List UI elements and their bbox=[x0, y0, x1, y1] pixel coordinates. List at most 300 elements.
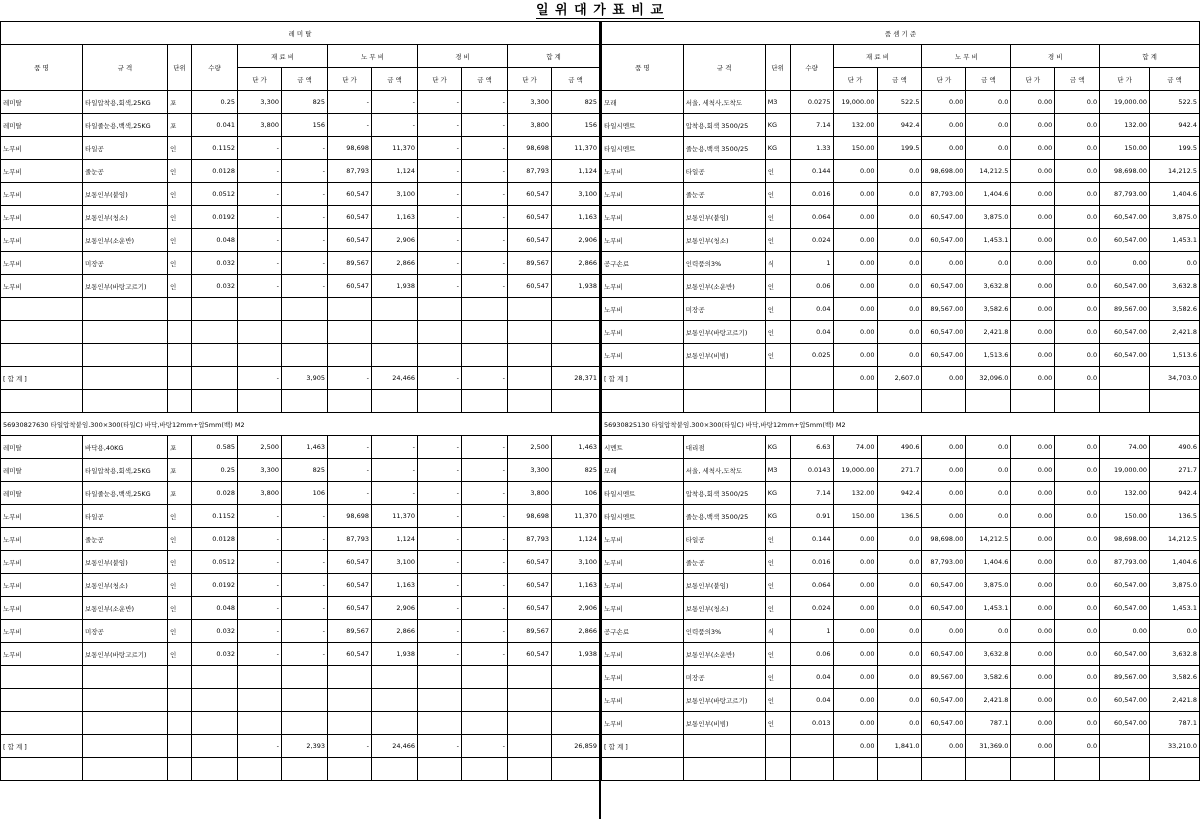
labor-amount-cell: 0.0 bbox=[966, 436, 1011, 459]
header-qty: 수량 bbox=[192, 45, 238, 91]
spec-cell: 줄눈용,백색 3500/25 bbox=[683, 137, 765, 160]
item-name-cell: 노무비 bbox=[1, 620, 83, 643]
expense-amount-cell: - bbox=[462, 229, 508, 252]
material-amount-cell: - bbox=[282, 275, 328, 298]
material-amount-cell: - bbox=[282, 505, 328, 528]
total-price-cell: 132.00 bbox=[1100, 482, 1150, 505]
labor-amount-cell: 0.0 bbox=[966, 91, 1011, 114]
spec-cell: 보통인부(청소) bbox=[83, 206, 168, 229]
labor-amount-cell: 31,369.0 bbox=[966, 735, 1011, 758]
labor-price-cell bbox=[328, 390, 372, 413]
labor-price-cell: 60,547 bbox=[328, 275, 372, 298]
total-amount-cell: 942.4 bbox=[1150, 482, 1200, 505]
right-comparison-table bbox=[601, 21, 1200, 781]
total-amount-cell: 1,453.1 bbox=[1150, 229, 1200, 252]
expense-price-cell bbox=[418, 344, 462, 367]
total-price-cell bbox=[508, 666, 552, 689]
material-amount-cell: 0.0 bbox=[877, 689, 922, 712]
total-row bbox=[1, 367, 600, 390]
total-price-cell: 150.00 bbox=[1100, 137, 1150, 160]
labor-amount-cell: 1,124 bbox=[372, 160, 418, 183]
labor-amount-cell: 2,421.8 bbox=[966, 321, 1011, 344]
labor-price-cell: 98,698.00 bbox=[922, 528, 966, 551]
total-amount-cell bbox=[552, 758, 600, 781]
expense-amount-cell: - bbox=[462, 528, 508, 551]
unit-cell: 인 bbox=[765, 321, 790, 344]
item-name-cell: 노무비 bbox=[602, 298, 684, 321]
material-price-cell: 0.00 bbox=[833, 344, 877, 367]
total-amount-cell bbox=[1150, 758, 1200, 781]
material-amount-cell: 522.5 bbox=[877, 91, 922, 114]
item-name-cell: 노무비 bbox=[1, 252, 83, 275]
total-amount-cell: 11,370 bbox=[552, 505, 600, 528]
expense-price-cell: - bbox=[418, 574, 462, 597]
quantity-cell: 0.0128 bbox=[192, 160, 238, 183]
item-name-cell: 노무비 bbox=[1, 551, 83, 574]
unit-cell: 인 bbox=[765, 528, 790, 551]
labor-amount-cell: 11,370 bbox=[372, 137, 418, 160]
labor-amount-cell bbox=[372, 666, 418, 689]
unit-cell: 인 bbox=[765, 643, 790, 666]
expense-price-cell: - bbox=[418, 528, 462, 551]
total-row bbox=[602, 367, 1200, 390]
expense-amount-cell bbox=[462, 712, 508, 735]
total-amount-cell: 0.0 bbox=[1150, 620, 1200, 643]
total-amount-cell: 0.0 bbox=[1150, 252, 1200, 275]
material-price-cell: 0.00 bbox=[833, 620, 877, 643]
expense-price-cell: 0.00 bbox=[1011, 252, 1055, 275]
header-expense: 경 비 bbox=[418, 45, 508, 68]
table-row bbox=[602, 344, 1200, 367]
expense-price-cell: 0.00 bbox=[1011, 482, 1055, 505]
material-price-cell bbox=[238, 712, 282, 735]
labor-price-cell: 60,547 bbox=[328, 597, 372, 620]
quantity-cell: 0.032 bbox=[192, 643, 238, 666]
spec-cell: 인력품의3% bbox=[683, 252, 765, 275]
expense-amount-cell: - bbox=[462, 735, 508, 758]
material-price-cell: 0.00 bbox=[833, 689, 877, 712]
material-amount-cell: 0.0 bbox=[877, 206, 922, 229]
labor-amount-cell: 0.0 bbox=[966, 114, 1011, 137]
labor-price-cell bbox=[922, 390, 966, 413]
total-amount-cell: 1,938 bbox=[552, 275, 600, 298]
expense-price-cell: - bbox=[418, 643, 462, 666]
labor-amount-cell: - bbox=[372, 91, 418, 114]
item-name-cell: 노무비 bbox=[602, 689, 684, 712]
spec-cell: 서울, 세척사,도착도 bbox=[683, 91, 765, 114]
item-name-cell: 노무비 bbox=[602, 551, 684, 574]
unit-cell: KG bbox=[765, 436, 790, 459]
total-price-cell: 60,547.00 bbox=[1100, 321, 1150, 344]
table-row bbox=[1, 482, 600, 505]
total-price-cell: 0.00 bbox=[1100, 252, 1150, 275]
material-price-cell: - bbox=[238, 620, 282, 643]
quantity-cell bbox=[192, 666, 238, 689]
material-amount-cell: 0.0 bbox=[877, 574, 922, 597]
spec-cell bbox=[683, 390, 765, 413]
unit-cell: 인 bbox=[168, 160, 192, 183]
table-row bbox=[602, 758, 1200, 781]
material-amount-cell: 0.0 bbox=[877, 275, 922, 298]
expense-price-cell: - bbox=[418, 137, 462, 160]
material-price-cell: 0.00 bbox=[833, 597, 877, 620]
header-price: 단 가 bbox=[1011, 68, 1055, 91]
expense-amount-cell: - bbox=[462, 643, 508, 666]
expense-price-cell: 0.00 bbox=[1011, 344, 1055, 367]
total-price-cell bbox=[1100, 758, 1150, 781]
expense-price-cell bbox=[418, 298, 462, 321]
material-amount-cell: 825 bbox=[282, 91, 328, 114]
unit-cell: 인 bbox=[168, 574, 192, 597]
material-price-cell: 132.00 bbox=[833, 482, 877, 505]
table-row bbox=[602, 252, 1200, 275]
total-price-cell: 60,547 bbox=[508, 206, 552, 229]
material-price-cell: 150.00 bbox=[833, 137, 877, 160]
spec-cell: 보통인부(소운반) bbox=[83, 229, 168, 252]
total-amount-cell: 490.6 bbox=[1150, 436, 1200, 459]
total-price-cell: 89,567.00 bbox=[1100, 666, 1150, 689]
total-amount-cell bbox=[1150, 390, 1200, 413]
total-amount-cell: 271.7 bbox=[1150, 459, 1200, 482]
unit-cell: 인 bbox=[765, 689, 790, 712]
unit-cell: M3 bbox=[765, 91, 790, 114]
labor-price-cell: 87,793 bbox=[328, 528, 372, 551]
labor-amount-cell: 0.0 bbox=[966, 505, 1011, 528]
quantity-cell: 0.0512 bbox=[192, 551, 238, 574]
expense-amount-cell: 0.0 bbox=[1055, 344, 1100, 367]
spec-cell bbox=[683, 735, 765, 758]
quantity-cell: 0.04 bbox=[790, 298, 833, 321]
table-row bbox=[602, 482, 1200, 505]
spec-cell: 미장공 bbox=[683, 298, 765, 321]
table-row bbox=[1, 666, 600, 689]
total-price-cell: 132.00 bbox=[1100, 114, 1150, 137]
total-row bbox=[602, 735, 1200, 758]
material-amount-cell: - bbox=[282, 252, 328, 275]
spec-cell: 보통인부(소운반) bbox=[683, 275, 765, 298]
item-name-cell: 모래 bbox=[602, 459, 684, 482]
total-amount-cell: 3,875.0 bbox=[1150, 574, 1200, 597]
table-row bbox=[602, 597, 1200, 620]
total-price-cell: 60,547.00 bbox=[1100, 344, 1150, 367]
unit-cell: 인 bbox=[765, 344, 790, 367]
expense-amount-cell: - bbox=[462, 206, 508, 229]
expense-amount-cell: 0.0 bbox=[1055, 643, 1100, 666]
spec-cell: 바닥용,40KG bbox=[83, 436, 168, 459]
table-row bbox=[1, 137, 600, 160]
expense-price-cell: - bbox=[418, 160, 462, 183]
quantity-cell: 7.14 bbox=[790, 114, 833, 137]
quantity-cell bbox=[790, 367, 833, 390]
total-amount-cell: 1,463 bbox=[552, 436, 600, 459]
spec-cell: 타일줄눈용,백색,25KG bbox=[83, 482, 168, 505]
item-name-cell bbox=[1, 344, 83, 367]
expense-price-cell: - bbox=[418, 505, 462, 528]
expense-amount-cell: 0.0 bbox=[1055, 252, 1100, 275]
expense-price-cell bbox=[418, 712, 462, 735]
material-price-cell: - bbox=[238, 275, 282, 298]
material-amount-cell: 2,393 bbox=[282, 735, 328, 758]
quantity-cell: 0.1152 bbox=[192, 505, 238, 528]
material-amount-cell bbox=[282, 390, 328, 413]
spec-cell: 보통인부(붙임) bbox=[683, 206, 765, 229]
labor-price-cell: - bbox=[328, 436, 372, 459]
header-qty: 수량 bbox=[790, 45, 833, 91]
item-name-cell: 노무비 bbox=[602, 528, 684, 551]
item-name-cell: 노무비 bbox=[602, 643, 684, 666]
quantity-cell: 6.63 bbox=[790, 436, 833, 459]
left-comparison-table bbox=[0, 21, 600, 781]
expense-price-cell: - bbox=[418, 620, 462, 643]
unit-cell: 포 bbox=[168, 482, 192, 505]
total-price-cell: 87,793.00 bbox=[1100, 551, 1150, 574]
labor-price-cell: - bbox=[328, 91, 372, 114]
expense-price-cell: 0.00 bbox=[1011, 459, 1055, 482]
table-row bbox=[602, 206, 1200, 229]
total-price-cell: 3,300 bbox=[508, 459, 552, 482]
expense-amount-cell: 0.0 bbox=[1055, 574, 1100, 597]
material-amount-cell bbox=[282, 758, 328, 781]
total-price-cell bbox=[508, 344, 552, 367]
spec-cell bbox=[683, 367, 765, 390]
spec-cell: 보통인부(소운반) bbox=[683, 643, 765, 666]
table-row bbox=[602, 505, 1200, 528]
table-row bbox=[1, 436, 600, 459]
total-price-cell: 19,000.00 bbox=[1100, 91, 1150, 114]
expense-amount-cell: 0.0 bbox=[1055, 160, 1100, 183]
material-price-cell: 0.00 bbox=[833, 321, 877, 344]
item-name-cell: 노무비 bbox=[602, 712, 684, 735]
total-price-cell: 3,800 bbox=[508, 482, 552, 505]
material-price-cell: 0.00 bbox=[833, 229, 877, 252]
item-name-cell: 공구손료 bbox=[602, 252, 684, 275]
unit-cell: KG bbox=[765, 505, 790, 528]
total-price-cell bbox=[508, 712, 552, 735]
spec-cell: 보통인부(바탕고르기) bbox=[683, 321, 765, 344]
labor-amount-cell: 0.0 bbox=[966, 137, 1011, 160]
item-name-cell: 레미탈 bbox=[1, 91, 83, 114]
material-price-cell: - bbox=[238, 137, 282, 160]
material-amount-cell: 0.0 bbox=[877, 597, 922, 620]
total-amount-cell: 942.4 bbox=[1150, 114, 1200, 137]
spec-cell: 줄눈용,백색 3500/25 bbox=[683, 505, 765, 528]
item-name-cell: 타일시멘트 bbox=[602, 505, 684, 528]
total-amount-cell: 2,421.8 bbox=[1150, 689, 1200, 712]
total-amount-cell: 3,582.6 bbox=[1150, 298, 1200, 321]
expense-amount-cell: - bbox=[462, 620, 508, 643]
quantity-cell: 0.041 bbox=[192, 114, 238, 137]
total-price-cell: 60,547.00 bbox=[1100, 206, 1150, 229]
expense-price-cell: 0.00 bbox=[1011, 528, 1055, 551]
spec-cell bbox=[83, 712, 168, 735]
total-price-cell: 60,547.00 bbox=[1100, 574, 1150, 597]
material-amount-cell: 825 bbox=[282, 459, 328, 482]
spec-cell: 보통인부(바탕고르기) bbox=[683, 689, 765, 712]
spec-cell: 타일압착용,회색,25KG bbox=[83, 91, 168, 114]
header-material: 재 료 비 bbox=[238, 45, 328, 68]
item-name-cell: 노무비 bbox=[1, 528, 83, 551]
expense-amount-cell: 0.0 bbox=[1055, 505, 1100, 528]
item-name-cell: 노무비 bbox=[602, 666, 684, 689]
material-amount-cell: 942.4 bbox=[877, 482, 922, 505]
labor-price-cell: 60,547 bbox=[328, 574, 372, 597]
header-amount: 금 액 bbox=[877, 68, 922, 91]
expense-amount-cell: - bbox=[462, 91, 508, 114]
item-name-cell: 노무비 bbox=[602, 275, 684, 298]
quantity-cell bbox=[192, 712, 238, 735]
expense-price-cell: 0.00 bbox=[1011, 229, 1055, 252]
total-price-cell: 60,547 bbox=[508, 551, 552, 574]
item-name-cell: 노무비 bbox=[1, 229, 83, 252]
table-row bbox=[1, 252, 600, 275]
expense-amount-cell: - bbox=[462, 459, 508, 482]
header-spec: 규 격 bbox=[683, 45, 765, 91]
table-row bbox=[602, 689, 1200, 712]
spec-cell: 보통인부(청소) bbox=[683, 229, 765, 252]
expense-price-cell: 0.00 bbox=[1011, 91, 1055, 114]
labor-price-cell bbox=[328, 298, 372, 321]
total-amount-cell bbox=[552, 390, 600, 413]
material-amount-cell: 271.7 bbox=[877, 459, 922, 482]
total-amount-cell: 2,866 bbox=[552, 252, 600, 275]
table-row bbox=[1, 620, 600, 643]
material-amount-cell bbox=[282, 666, 328, 689]
unit-cell: 인 bbox=[765, 206, 790, 229]
labor-amount-cell: 3,582.6 bbox=[966, 666, 1011, 689]
labor-price-cell: 98,698 bbox=[328, 505, 372, 528]
total-price-cell: 89,567.00 bbox=[1100, 298, 1150, 321]
expense-price-cell: 0.00 bbox=[1011, 643, 1055, 666]
table-row bbox=[602, 643, 1200, 666]
unit-cell: 인 bbox=[765, 298, 790, 321]
material-amount-cell: 156 bbox=[282, 114, 328, 137]
quantity-cell bbox=[790, 758, 833, 781]
quantity-cell bbox=[192, 758, 238, 781]
expense-amount-cell bbox=[462, 666, 508, 689]
quantity-cell: 0.04 bbox=[790, 666, 833, 689]
total-amount-cell bbox=[552, 344, 600, 367]
labor-amount-cell: 2,421.8 bbox=[966, 689, 1011, 712]
expense-price-cell: - bbox=[418, 551, 462, 574]
total-amount-cell: 2,906 bbox=[552, 597, 600, 620]
spec-cell: 타일공 bbox=[83, 505, 168, 528]
quantity-cell: 0.016 bbox=[790, 551, 833, 574]
labor-price-cell: 87,793.00 bbox=[922, 551, 966, 574]
expense-price-cell bbox=[1011, 390, 1055, 413]
expense-amount-cell: - bbox=[462, 436, 508, 459]
quantity-cell: 0.144 bbox=[790, 528, 833, 551]
item-name-cell: 노무비 bbox=[1, 160, 83, 183]
header-amount: 금 액 bbox=[1055, 68, 1100, 91]
total-price-cell bbox=[508, 689, 552, 712]
expense-price-cell: 0.00 bbox=[1011, 551, 1055, 574]
material-price-cell: 0.00 bbox=[833, 735, 877, 758]
item-name-cell: 타일시멘트 bbox=[602, 114, 684, 137]
spec-cell bbox=[683, 758, 765, 781]
header-amount: 금 액 bbox=[1150, 68, 1200, 91]
labor-price-cell: 98,698 bbox=[328, 137, 372, 160]
unit-cell: 인 bbox=[168, 137, 192, 160]
expense-price-cell: 0.00 bbox=[1011, 298, 1055, 321]
material-amount-cell: 1,841.0 bbox=[877, 735, 922, 758]
item-name-cell: 타일시멘트 bbox=[602, 137, 684, 160]
total-amount-cell: 34,703.0 bbox=[1150, 367, 1200, 390]
material-price-cell: 0.00 bbox=[833, 666, 877, 689]
table-row bbox=[602, 666, 1200, 689]
labor-price-cell: 89,567 bbox=[328, 252, 372, 275]
unit-cell: 포 bbox=[168, 114, 192, 137]
labor-price-cell: 60,547.00 bbox=[922, 344, 966, 367]
expense-price-cell: - bbox=[418, 482, 462, 505]
item-name-cell: 타일시멘트 bbox=[602, 482, 684, 505]
expense-amount-cell: 0.0 bbox=[1055, 436, 1100, 459]
total-price-cell: 60,547.00 bbox=[1100, 712, 1150, 735]
material-price-cell: - bbox=[238, 735, 282, 758]
total-amount-cell: 28,371 bbox=[552, 367, 600, 390]
labor-amount-cell: 24,466 bbox=[372, 735, 418, 758]
labor-amount-cell: 3,632.8 bbox=[966, 275, 1011, 298]
material-amount-cell: - bbox=[282, 206, 328, 229]
item-name-cell: 노무비 bbox=[602, 597, 684, 620]
material-price-cell: - bbox=[238, 505, 282, 528]
labor-amount-cell: 1,124 bbox=[372, 528, 418, 551]
spec-cell: 타일공 bbox=[83, 137, 168, 160]
total-amount-cell: 522.5 bbox=[1150, 91, 1200, 114]
labor-price-cell bbox=[328, 712, 372, 735]
expense-amount-cell: 0.0 bbox=[1055, 620, 1100, 643]
labor-price-cell: 60,547 bbox=[328, 643, 372, 666]
unit-cell: 인 bbox=[168, 620, 192, 643]
expense-amount-cell bbox=[462, 689, 508, 712]
labor-amount-cell: 0.0 bbox=[966, 252, 1011, 275]
quantity-cell bbox=[192, 298, 238, 321]
labor-price-cell: 0.00 bbox=[922, 367, 966, 390]
item-name-cell: 노무비 bbox=[602, 160, 684, 183]
quantity-cell: 0.91 bbox=[790, 505, 833, 528]
total-amount-cell: 136.5 bbox=[1150, 505, 1200, 528]
expense-amount-cell: - bbox=[462, 505, 508, 528]
total-price-cell: 98,698.00 bbox=[1100, 160, 1150, 183]
total-price-cell bbox=[508, 298, 552, 321]
material-amount-cell: 1,463 bbox=[282, 436, 328, 459]
labor-amount-cell: 1,938 bbox=[372, 643, 418, 666]
labor-amount-cell: 11,370 bbox=[372, 505, 418, 528]
unit-cell: 인 bbox=[765, 275, 790, 298]
total-price-cell: 60,547.00 bbox=[1100, 275, 1150, 298]
header-amount: 금 액 bbox=[282, 68, 328, 91]
spec-cell: 줄눈공 bbox=[683, 551, 765, 574]
total-amount-cell: 2,866 bbox=[552, 620, 600, 643]
material-price-cell: - bbox=[238, 183, 282, 206]
item-name-cell: 노무비 bbox=[602, 229, 684, 252]
expense-amount-cell: 0.0 bbox=[1055, 482, 1100, 505]
header-labor: 노 무 비 bbox=[328, 45, 418, 68]
item-name-cell bbox=[1, 321, 83, 344]
expense-price-cell: - bbox=[418, 252, 462, 275]
labor-amount-cell bbox=[372, 689, 418, 712]
expense-price-cell: 0.00 bbox=[1011, 666, 1055, 689]
table-row bbox=[1, 275, 600, 298]
expense-price-cell: 0.00 bbox=[1011, 712, 1055, 735]
material-amount-cell: 0.0 bbox=[877, 229, 922, 252]
table-row bbox=[602, 275, 1200, 298]
unit-cell: M3 bbox=[765, 459, 790, 482]
total-price-cell: 98,698.00 bbox=[1100, 528, 1150, 551]
header-price: 단 가 bbox=[418, 68, 462, 91]
table-row bbox=[602, 160, 1200, 183]
labor-price-cell: 0.00 bbox=[922, 252, 966, 275]
quantity-cell: 0.024 bbox=[790, 597, 833, 620]
